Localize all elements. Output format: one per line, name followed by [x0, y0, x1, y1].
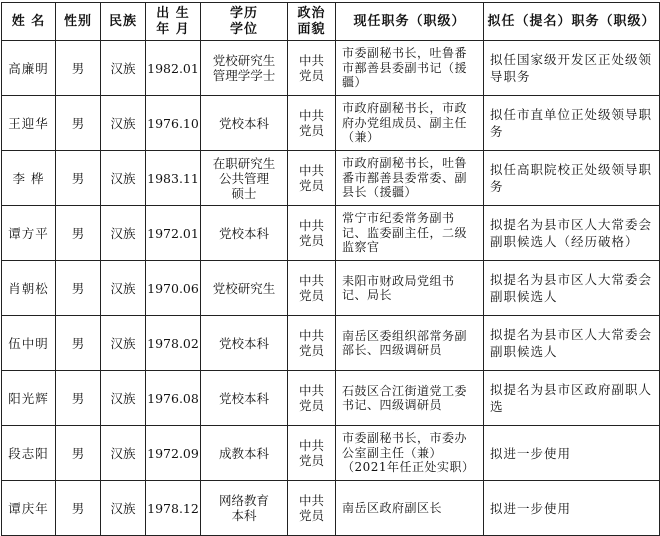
- cell-proposed-position: 拟进一步使用: [484, 426, 660, 481]
- cell-name: 肖朝松: [2, 261, 56, 316]
- cell-gender: 男: [56, 261, 101, 316]
- cell-gender: 男: [56, 316, 101, 371]
- cell-ethnicity: 汉族: [101, 316, 146, 371]
- cell-current-position: 南岳区委组织部常务副部长、四级调研员: [336, 316, 484, 371]
- cell-education: 党校本科: [201, 96, 288, 151]
- cell-gender: 男: [56, 41, 101, 96]
- cell-proposed-position: 拟提名为县市区政府副职人选: [484, 371, 660, 426]
- cell-gender: 男: [56, 371, 101, 426]
- cell-name: 谭庆年: [2, 481, 56, 536]
- header-gender: 性别: [56, 3, 101, 41]
- cell-education: 党校本科: [201, 316, 288, 371]
- table-row: [2, 481, 660, 536]
- cell-political-status: 中共 党员: [288, 261, 336, 316]
- cell-ethnicity: 汉族: [101, 41, 146, 96]
- cell-education: 党校本科: [201, 371, 288, 426]
- cell-name: 段志阳: [2, 426, 56, 481]
- cell-proposed-position: 拟任高职院校正处级领导职务: [484, 151, 660, 206]
- cell-education: 党校研究生 管理学学士: [201, 41, 288, 96]
- cell-birth-date: 1978.12: [146, 481, 201, 536]
- cell-birth-date: 1972.01: [146, 206, 201, 261]
- cell-name: 伍中明: [2, 316, 56, 371]
- cell-proposed-position: 拟进一步使用: [484, 481, 660, 536]
- table-row: [2, 96, 660, 151]
- cell-political-status: 中共 党员: [288, 481, 336, 536]
- table-row: [2, 261, 660, 316]
- cell-education: 在职研究生 公共管理 硕士: [201, 151, 288, 206]
- cell-education: 网络教育 本科: [201, 481, 288, 536]
- cell-current-position: 市委副秘书长，市委办公室副主任（兼）（2021年任正处实职）: [336, 426, 484, 481]
- cell-ethnicity: 汉族: [101, 151, 146, 206]
- table-row: [2, 41, 660, 96]
- cell-proposed-position: 拟提名为县市区人大常委会副职候选人: [484, 261, 660, 316]
- header-education: 学历 学位: [201, 3, 288, 41]
- cell-political-status: 中共 党员: [288, 151, 336, 206]
- cell-birth-date: 1976.10: [146, 96, 201, 151]
- cell-education: 党校本科: [201, 206, 288, 261]
- cell-gender: 男: [56, 481, 101, 536]
- cell-ethnicity: 汉族: [101, 426, 146, 481]
- cell-proposed-position: 拟提名为县市区人大常委会副职候选人（经历破格）: [484, 206, 660, 261]
- cell-education: 党校研究生: [201, 261, 288, 316]
- cell-name: 高廉明: [2, 41, 56, 96]
- cell-current-position: 南岳区政府副区长: [336, 481, 484, 536]
- cell-gender: 男: [56, 206, 101, 261]
- header-current-position: 现任职务（职级）: [336, 3, 484, 41]
- cell-ethnicity: 汉族: [101, 261, 146, 316]
- cell-education: 成教本科: [201, 426, 288, 481]
- cell-birth-date: 1978.02: [146, 316, 201, 371]
- cell-proposed-position: 拟任市直单位正处级领导职务: [484, 96, 660, 151]
- header-politics: 政治 面貌: [288, 3, 336, 41]
- cell-current-position: 市政府副秘书长，吐鲁番市鄯善县委常委、副县长（援疆）: [336, 151, 484, 206]
- cell-political-status: 中共 党员: [288, 426, 336, 481]
- cell-political-status: 中共 党员: [288, 206, 336, 261]
- cell-name: 王迎华: [2, 96, 56, 151]
- header-proposed-position: 拟任（提名）职务（职级）: [484, 3, 660, 41]
- header-birth: 出 生 年 月: [146, 3, 201, 41]
- cell-ethnicity: 汉族: [101, 371, 146, 426]
- cell-ethnicity: 汉族: [101, 96, 146, 151]
- cell-name: 阳光辉: [2, 371, 56, 426]
- cell-political-status: 中共 党员: [288, 371, 336, 426]
- table-row: [2, 371, 660, 426]
- cell-birth-date: 1970.06: [146, 261, 201, 316]
- cell-political-status: 中共 党员: [288, 316, 336, 371]
- cell-current-position: 常宁市纪委常务副书记、监委副主任，二级监察官: [336, 206, 484, 261]
- cell-birth-date: 1982.01: [146, 41, 201, 96]
- cell-gender: 男: [56, 96, 101, 151]
- cell-current-position: 石鼓区合江街道党工委书记、四级调研员: [336, 371, 484, 426]
- cadre-table: [1, 2, 660, 536]
- cell-name: 李 桦: [2, 151, 56, 206]
- cell-current-position: 耒阳市财政局党组书记、局长: [336, 261, 484, 316]
- header-ethnicity: 民族: [101, 3, 146, 41]
- cell-birth-date: 1972.09: [146, 426, 201, 481]
- table-row: [2, 206, 660, 261]
- cell-name: 谭方平: [2, 206, 56, 261]
- cell-gender: 男: [56, 151, 101, 206]
- cell-proposed-position: 拟提名为县市区人大常委会副职候选人: [484, 316, 660, 371]
- cell-ethnicity: 汉族: [101, 481, 146, 536]
- header-row: [2, 3, 660, 41]
- table-row: [2, 426, 660, 481]
- cell-gender: 男: [56, 426, 101, 481]
- cell-proposed-position: 拟任国家级开发区正处级领导职务: [484, 41, 660, 96]
- cell-current-position: 市政府副秘书长，市政府办党组成员、副主任（兼）: [336, 96, 484, 151]
- cell-birth-date: 1976.08: [146, 371, 201, 426]
- table-row: [2, 316, 660, 371]
- cell-political-status: 中共 党员: [288, 96, 336, 151]
- cell-political-status: 中共 党员: [288, 41, 336, 96]
- cell-ethnicity: 汉族: [101, 206, 146, 261]
- table-row: [2, 151, 660, 206]
- header-name: 姓 名: [2, 3, 56, 41]
- cell-birth-date: 1983.11: [146, 151, 201, 206]
- cell-current-position: 市委副秘书长，吐鲁番市鄯善县委副书记（援疆）: [336, 41, 484, 96]
